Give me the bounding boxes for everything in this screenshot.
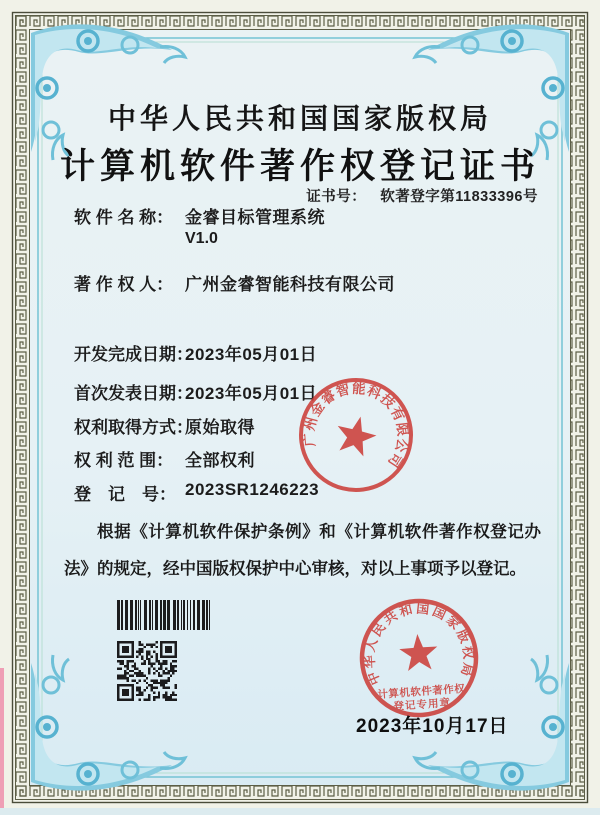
field-software-version: V1.0: [185, 230, 218, 247]
company-seal: [296, 374, 418, 496]
certificate-title: 计算机软件著作权登记证书: [59, 147, 540, 186]
barcode: [117, 600, 211, 630]
official-seal-caption-line1: 计算机软件著作权: [377, 682, 466, 701]
field-dev-complete-date: 开发完成日期： 2023年05月01日: [74, 345, 318, 364]
company-seal-star-icon: [332, 412, 380, 459]
certificate-number-value: 软著登字第11833396号: [380, 189, 538, 205]
field-rights-scope: 权 利 范 围： 全部权利: [74, 451, 255, 470]
issuing-authority: 中华人民共和国国家版权局: [107, 104, 492, 135]
official-seal-caption-line2: 登记专用章: [393, 696, 452, 713]
company-seal-arc-text: 广州金睿智能科技有限公司: [301, 380, 411, 471]
certificate-number: [306, 185, 538, 206]
field-copyright-owner: 著 作 权 人： 广州金睿智能科技有限公司: [74, 275, 395, 294]
registration-statement: 根据《计算机软件保护条例》和《计算机软件著作权登记办法》的规定，经中国版权保护中心审核，对以上事项予以登记。: [64, 523, 541, 578]
field-rights-acquisition: 权利取得方式： 原始取得: [74, 418, 255, 437]
official-seal: [357, 596, 481, 720]
issue-date: 2023年10月17日: [356, 716, 509, 737]
field-software-name: 软 件 名 称： 金睿目标管理系统: [74, 208, 325, 227]
field-first-publish-date: 首次发表日期： 2023年05月01日: [74, 384, 318, 403]
official-seal-arc-text: 中华人民共和国国家版权局: [361, 600, 477, 688]
qr-code: [117, 641, 177, 701]
official-seal-star-icon: [398, 633, 438, 672]
scan-edge-artifact-left: [0, 668, 4, 815]
field-registration-number: 登 记 号： 2023SR1246223: [74, 480, 320, 504]
certificate-number-label: 证书号：: [306, 189, 367, 205]
scan-edge-artifact-bottom: [0, 808, 600, 815]
